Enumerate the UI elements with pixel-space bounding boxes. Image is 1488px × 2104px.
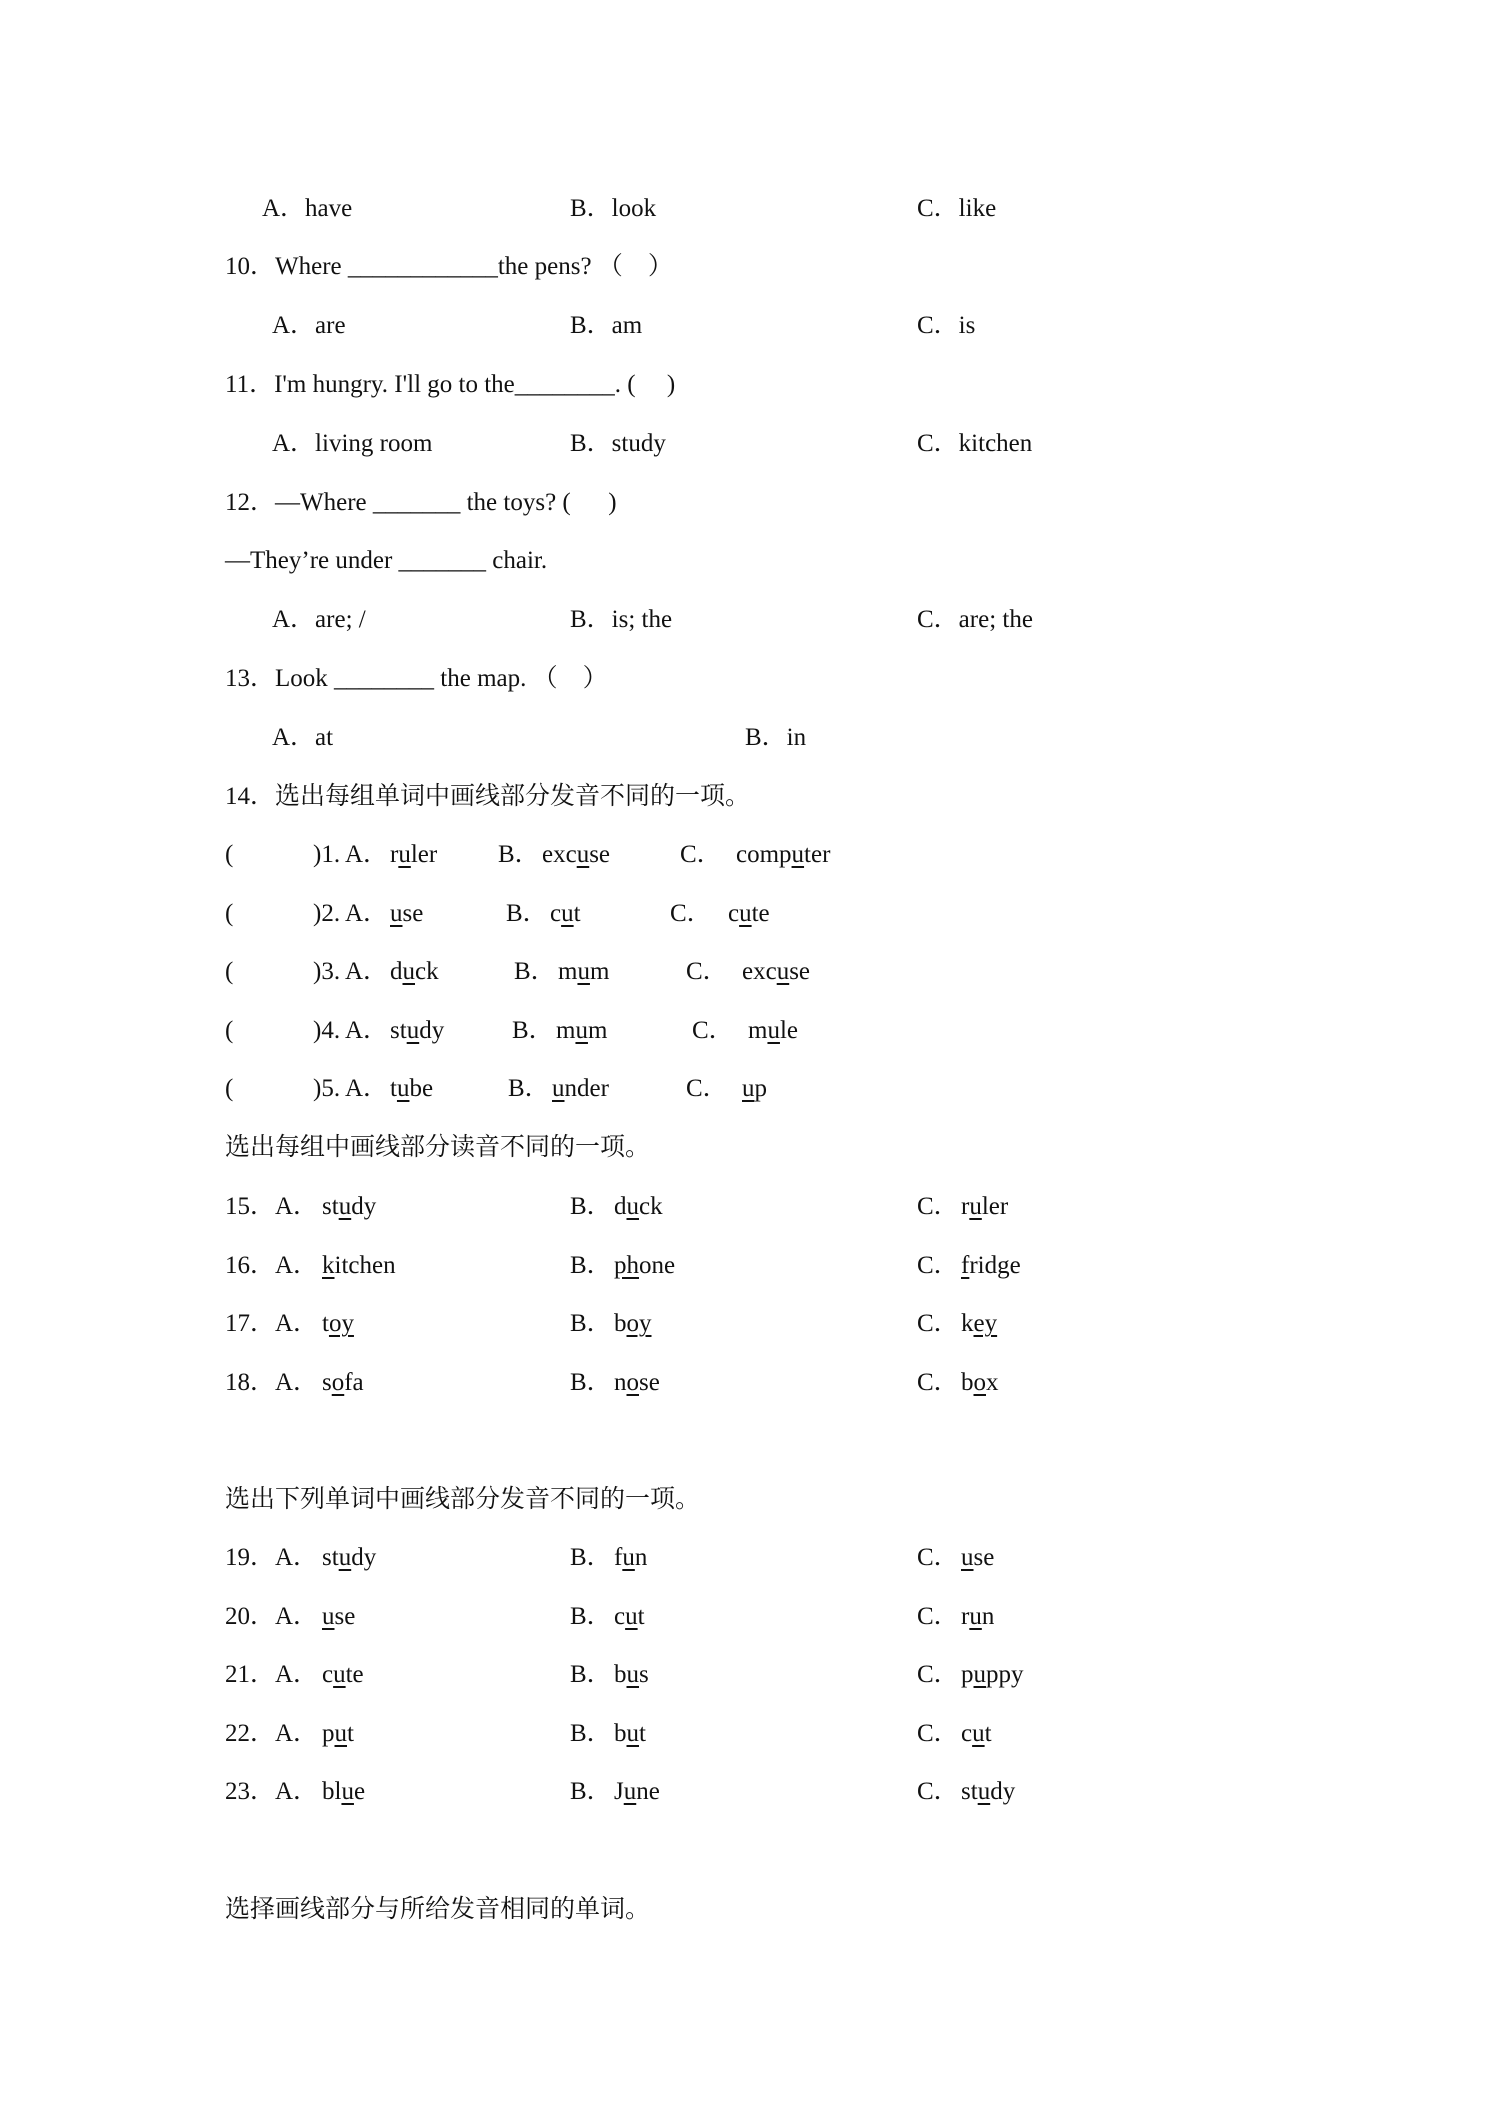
option-c-label: C． (670, 900, 712, 927)
option-a-word: kitchen (322, 1252, 396, 1279)
option-a-word: blue (322, 1778, 366, 1805)
option-b-label: B． (506, 900, 548, 927)
option-c-label: C． (917, 1310, 959, 1337)
option-c-label: C． (917, 1661, 959, 1688)
q12-option-a: A．are; / (272, 606, 366, 633)
option-b-word: cut (614, 1603, 645, 1630)
option-a-word: study (322, 1544, 377, 1571)
option-b-label: B． (570, 1778, 612, 1805)
underlined-letters: u (561, 900, 574, 927)
option-b-label: B． (570, 1369, 612, 1396)
underlined-letters: u (575, 1017, 588, 1044)
option-c-word: key (961, 1310, 998, 1337)
option-a-word: study (390, 1017, 445, 1044)
option-c-word: cut (961, 1720, 992, 1747)
option-c-label: C． (917, 1603, 959, 1630)
q12-stem-answer: —They’re under _______ chair. (225, 547, 548, 574)
option-c-word: fridge (961, 1252, 1021, 1279)
underlined-letters: u (322, 1603, 335, 1630)
option-c-word: study (961, 1778, 1016, 1805)
option-b-label: B． (498, 841, 540, 868)
q13-stem: 13．Look ________ the map. （ ） (225, 665, 608, 692)
option-c-word: puppy (961, 1661, 1024, 1688)
option-c-label: C． (686, 1075, 728, 1102)
option-a-word: sofa (322, 1369, 364, 1396)
question-number-a: 23．A． (225, 1778, 319, 1805)
option-b-word: under (552, 1075, 609, 1102)
q13-option-b: B．in (745, 724, 807, 751)
option-c-word: ruler (961, 1193, 1009, 1220)
underlined-letters: u (969, 1193, 982, 1220)
option-b-label: B． (570, 1310, 612, 1337)
q10-option-b: B．am (570, 312, 643, 339)
option-b-word: nose (614, 1369, 660, 1396)
option-b-word: cut (550, 900, 581, 927)
option-c-word: box (961, 1369, 999, 1396)
underlined-letters: u (622, 1544, 635, 1571)
q9-option-a: A．have (262, 195, 353, 222)
option-b-word: boy (614, 1310, 652, 1337)
question-number-a: 19．A． (225, 1544, 319, 1571)
question-number-a: 22．A． (225, 1720, 319, 1747)
answer-paren: ( (225, 958, 234, 985)
underlined-letters: u (623, 1778, 637, 1805)
underlined-letters: u (791, 841, 805, 868)
underlined-letters: u (973, 1661, 986, 1688)
underlined-letters: u (390, 900, 403, 927)
option-a-word: use (322, 1603, 356, 1630)
option-b-word: excuse (542, 841, 611, 868)
underlined-letters: o (626, 1369, 639, 1396)
answer-paren: ( (225, 841, 234, 868)
option-a-word: tube (390, 1075, 434, 1102)
option-a-word: study (322, 1193, 377, 1220)
underlined-letters: u (969, 1603, 982, 1630)
option-b-word: June (614, 1778, 660, 1805)
section19-title: 选出下列单词中画线部分发音不同的一项。 (225, 1486, 701, 1513)
underlined-letters: ey (973, 1310, 998, 1337)
q12-stem: 12．—Where _______ the toys? ( ) (225, 489, 617, 516)
q11-option-c: C．kitchen (917, 430, 1033, 457)
option-b-label: B． (514, 958, 556, 985)
underlined-letters: u (977, 1778, 991, 1805)
answer-paren: ( (225, 1017, 234, 1044)
option-b-word: phone (614, 1252, 676, 1279)
option-b-label: B． (570, 1661, 612, 1688)
option-b-label: B． (570, 1193, 612, 1220)
option-c-label: C． (917, 1252, 959, 1279)
option-b-label: B． (570, 1252, 612, 1279)
q10-stem: 10．Where ____________the pens? （ ） (225, 253, 673, 280)
option-c-word: excuse (742, 958, 811, 985)
answer-paren: ( (225, 900, 234, 927)
underlined-letters: u (396, 1075, 410, 1102)
option-c-word: computer (736, 841, 831, 868)
option-c-label: C． (686, 958, 728, 985)
underlined-letters: u (961, 1544, 974, 1571)
option-b-word: bus (614, 1661, 649, 1688)
question-number-a: 18．A． (225, 1369, 319, 1396)
answer-paren: ( (225, 1075, 234, 1102)
option-b-word: mum (558, 958, 610, 985)
underlined-letters: u (739, 900, 752, 927)
underlined-letters: u (402, 958, 415, 985)
option-b-label: B． (570, 1720, 612, 1747)
item-number: )4. A． (313, 1017, 389, 1044)
q11-option-b: B．study (570, 430, 666, 457)
option-b-label: B． (512, 1017, 554, 1044)
underlined-letters: o (973, 1369, 986, 1396)
underlined-letters: u (742, 1075, 755, 1102)
option-c-label: C． (917, 1193, 959, 1220)
option-b-word: but (614, 1720, 646, 1747)
option-c-label: C． (917, 1778, 959, 1805)
item-number: )3. A． (313, 958, 389, 985)
q10-option-a: A．are (272, 312, 346, 339)
underlined-letters: u (398, 841, 411, 868)
option-b-word: fun (614, 1544, 648, 1571)
underlined-letters: u (338, 1544, 352, 1571)
underlined-letters: k (322, 1252, 335, 1279)
q9-option-b: B．look (570, 195, 657, 222)
section24-title: 选择画线部分与所给发音相同的单词。 (225, 1896, 651, 1923)
option-c-word: run (961, 1603, 995, 1630)
question-number-a: 17．A． (225, 1310, 319, 1337)
underlined-letters: u (626, 1661, 639, 1688)
underlined-letters: u (334, 1720, 347, 1747)
underlined-letters: oy (328, 1310, 354, 1337)
option-b-label: B． (508, 1075, 550, 1102)
underlined-letters: o (331, 1369, 345, 1396)
option-c-word: cute (728, 900, 770, 927)
option-a-word: use (390, 900, 424, 927)
underlined-letters: u (576, 841, 590, 868)
option-a-word: put (322, 1720, 354, 1747)
option-a-word: ruler (390, 841, 438, 868)
item-number: )1. A． (313, 841, 389, 868)
q13-option-a: A．at (272, 724, 334, 751)
underlined-letters: u (577, 958, 590, 985)
option-c-label: C． (917, 1720, 959, 1747)
option-b-label: B． (570, 1544, 612, 1571)
underlined-letters: u (552, 1075, 565, 1102)
option-a-word: duck (390, 958, 439, 985)
item-number: )2. A． (313, 900, 389, 927)
option-a-word: cute (322, 1661, 364, 1688)
underlined-letters: u (406, 1017, 420, 1044)
section14-title: 14．选出每组单词中画线部分发音不同的一项。 (225, 783, 751, 810)
underlined-letters: u (341, 1778, 354, 1805)
q10-option-c: C．is (917, 312, 976, 339)
q11-option-a: A．living room (272, 430, 433, 457)
underlined-letters: u (767, 1017, 780, 1044)
q12-option-b: B．is; the (570, 606, 673, 633)
option-b-word: duck (614, 1193, 663, 1220)
option-c-label: C． (692, 1017, 734, 1044)
q11-stem: 11．I'm hungry. I'll go to the________. ( ) (225, 371, 676, 398)
question-number-a: 16．A． (225, 1252, 319, 1279)
underlined-letters: u (333, 1661, 346, 1688)
underlined-letters: u (625, 1603, 638, 1630)
question-number-a: 15．A． (225, 1193, 319, 1220)
underlined-letters: u (776, 958, 790, 985)
underlined-letters: u (972, 1720, 985, 1747)
question-number-a: 20．A． (225, 1603, 319, 1630)
underlined-letters: ph (614, 1252, 639, 1279)
question-number-a: 21．A． (225, 1661, 319, 1688)
option-c-word: up (742, 1075, 767, 1102)
option-c-label: C． (917, 1544, 959, 1571)
underlined-letters: u (626, 1720, 639, 1747)
underlined-letters: u (338, 1193, 352, 1220)
q12-option-c: C．are; the (917, 606, 1033, 633)
option-c-label: C． (917, 1369, 959, 1396)
option-c-word: mule (748, 1017, 798, 1044)
underlined-letters: oy (626, 1310, 652, 1337)
option-c-label: C． (680, 841, 722, 868)
section15-title: 选出每组中画线部分读音不同的一项。 (225, 1134, 651, 1161)
underlined-letters: f (961, 1252, 970, 1279)
option-b-label: B． (570, 1603, 612, 1630)
item-number: )5. A． (313, 1075, 389, 1102)
q9-option-c: C．like (917, 195, 997, 222)
underlined-letters: u (626, 1193, 639, 1220)
option-a-word: toy (322, 1310, 354, 1337)
option-c-word: use (961, 1544, 995, 1571)
option-b-word: mum (556, 1017, 608, 1044)
